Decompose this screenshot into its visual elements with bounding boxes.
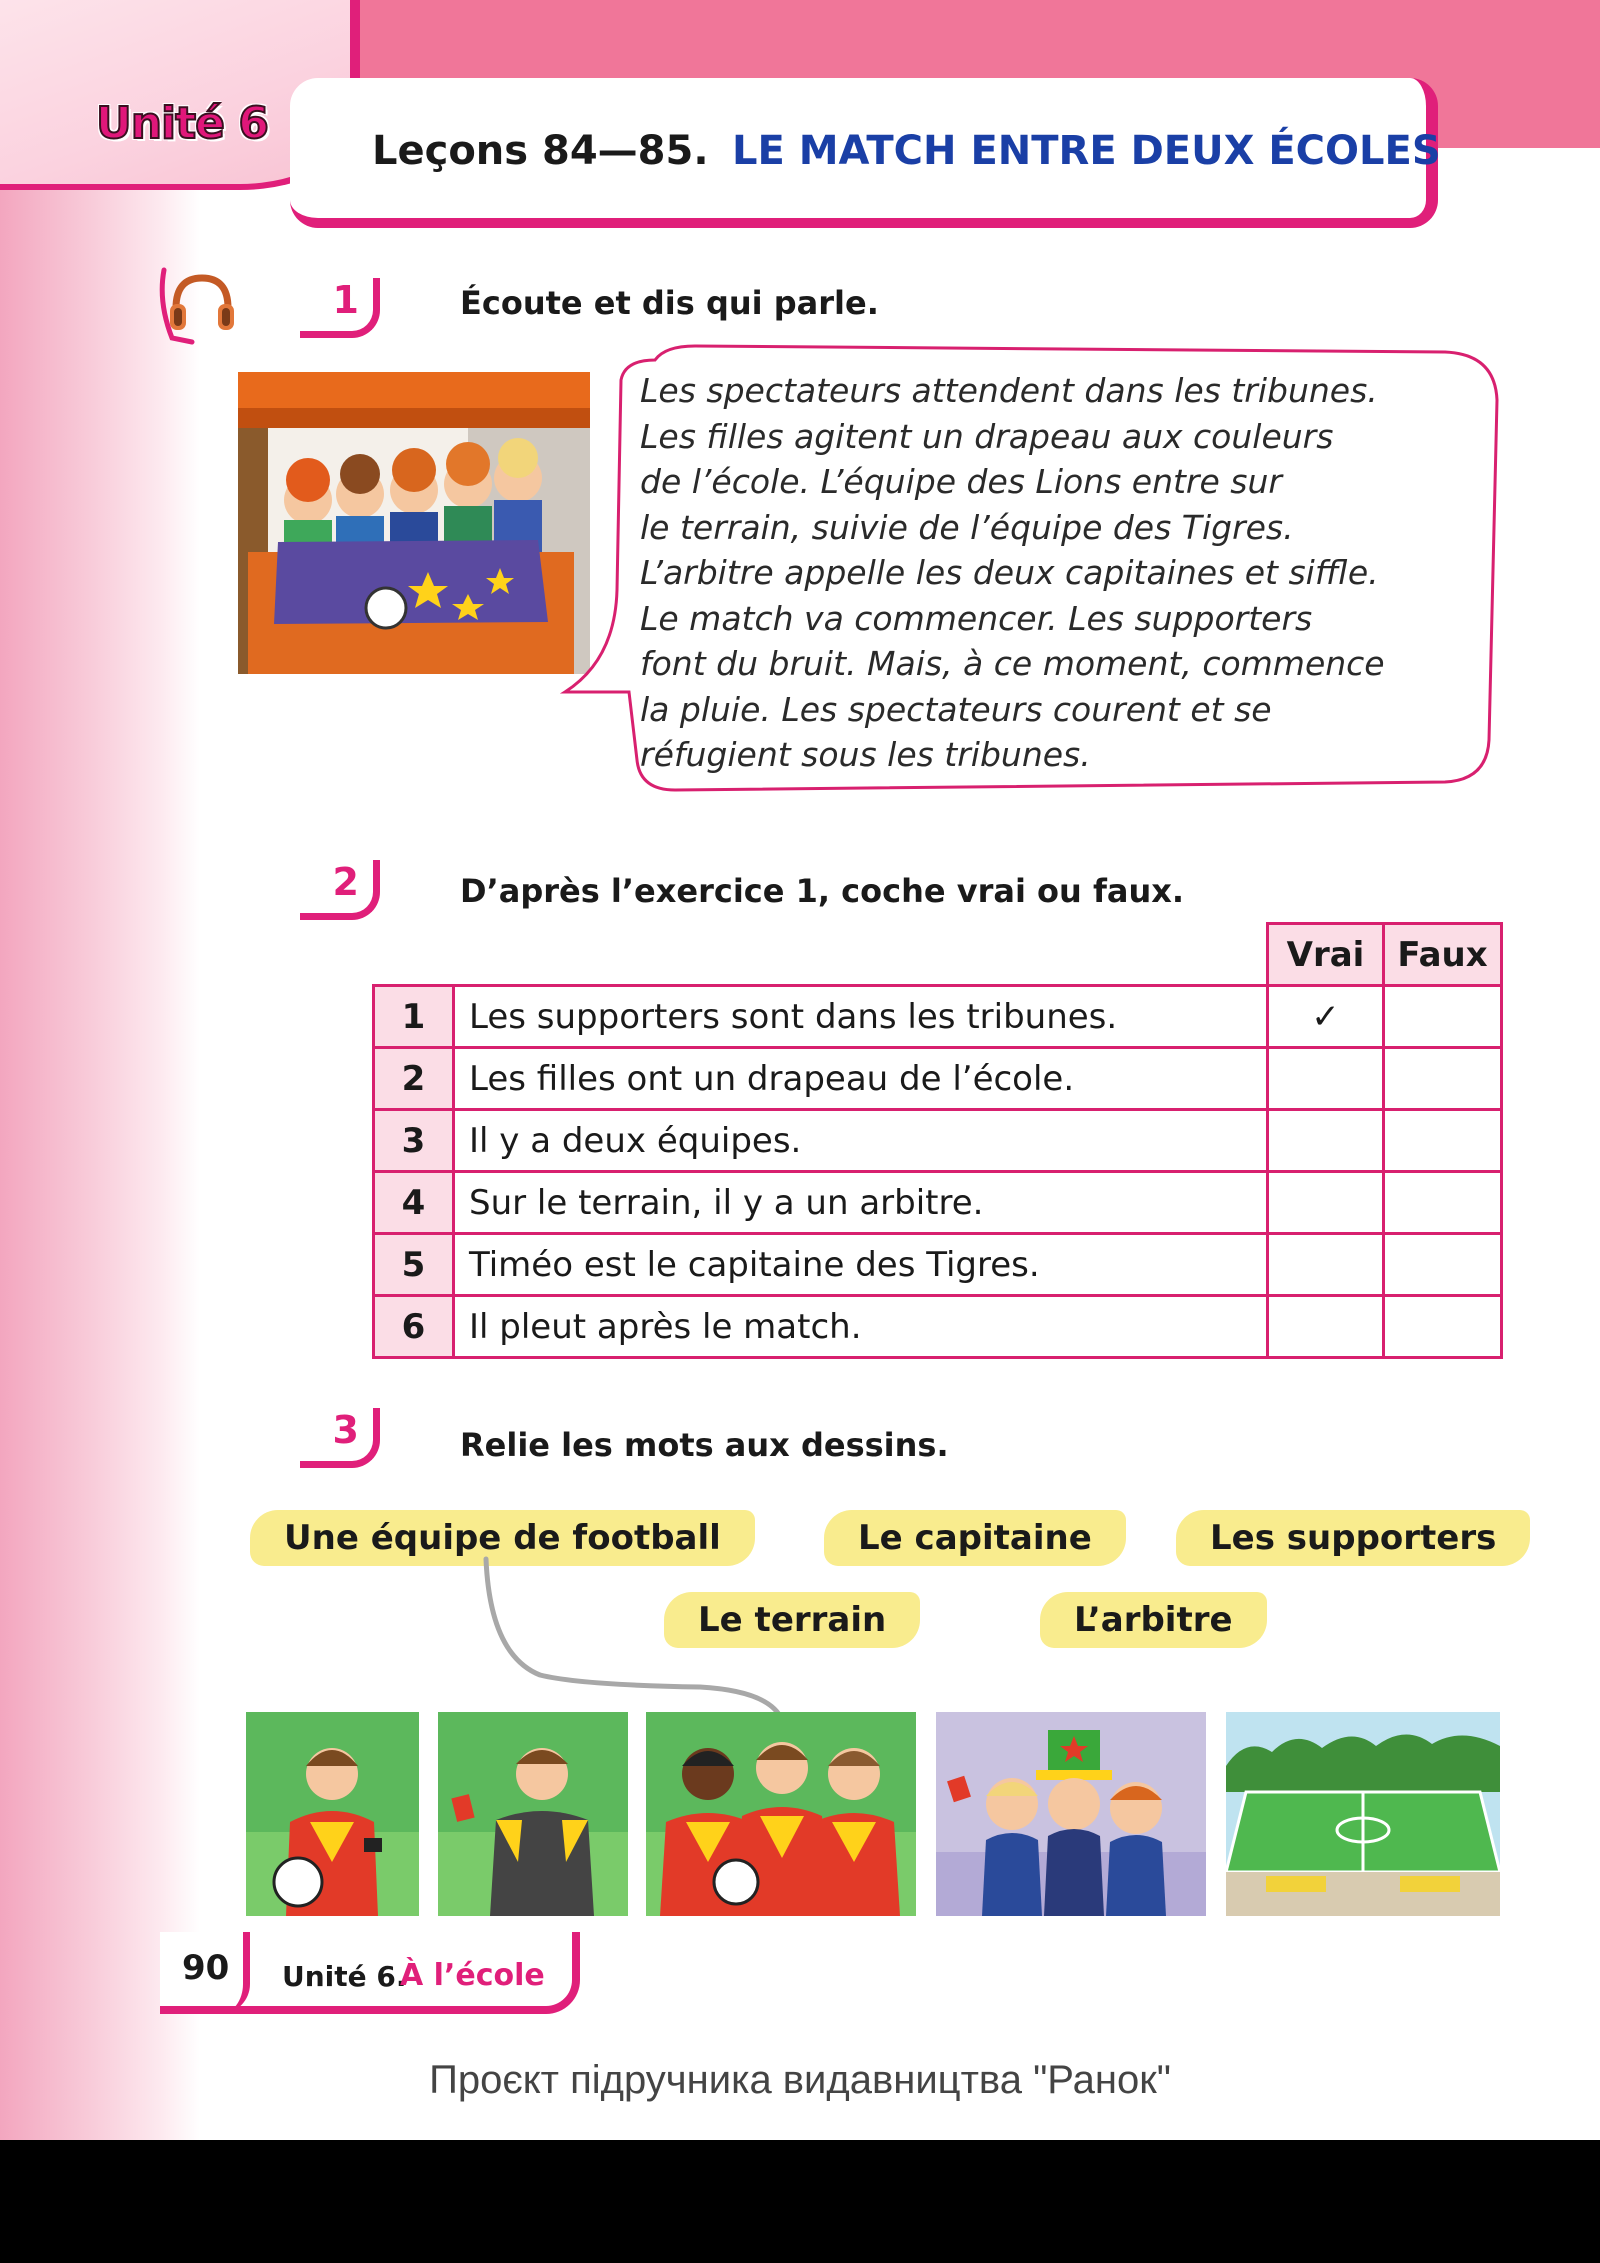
faux-checkbox-cell[interactable] (1384, 1110, 1502, 1172)
exercise-3-number: 3 (300, 1408, 380, 1468)
word-referee[interactable]: L’arbitre (1040, 1592, 1267, 1648)
row-statement: Timéo est le capitaine des Tigres. (454, 1234, 1268, 1296)
footer-unit: Unité 6. (282, 1960, 407, 1993)
vrai-checkbox-cell[interactable] (1268, 1234, 1384, 1296)
exercise-2-number: 2 (300, 860, 380, 920)
row-number: 1 (374, 986, 454, 1048)
exercise-2-instruction: D’après l’exercice 1, coche vrai ou faux. (460, 872, 1185, 910)
publisher-watermark: Проєкт підручника видавництва "Ранок" (429, 2058, 1171, 2102)
row-number: 5 (374, 1234, 454, 1296)
referee-picture[interactable] (438, 1712, 628, 1916)
word-supporters[interactable]: Les supporters (1176, 1510, 1530, 1566)
pitch-picture[interactable] (1226, 1712, 1500, 1916)
row-statement: Les filles ont un drapeau de l’école. (454, 1048, 1268, 1110)
page-number: 90 (182, 1948, 230, 1988)
row-statement: Sur le terrain, il y a un arbitre. (454, 1172, 1268, 1234)
word-captain[interactable]: Le capitaine (824, 1510, 1126, 1566)
faux-checkbox-cell[interactable] (1384, 1234, 1502, 1296)
faux-checkbox-cell[interactable] (1384, 1048, 1502, 1110)
captain-picture[interactable] (246, 1712, 419, 1916)
true-false-table (372, 922, 1503, 1359)
exercise-1-instruction: Écoute et dis qui parle. (460, 284, 879, 322)
vrai-checkbox-cell[interactable] (1268, 1172, 1384, 1234)
story-line: L’arbitre appelle les deux capitaines et siffle. (640, 553, 1379, 592)
exercise-3-instruction: Relie les mots aux dessins. (460, 1426, 949, 1464)
faux-checkbox-cell[interactable] (1384, 1296, 1502, 1358)
row-number: 4 (374, 1172, 454, 1234)
vrai-checkbox-cell[interactable] (1268, 1048, 1384, 1110)
faux-checkbox-cell[interactable] (1384, 1172, 1502, 1234)
table-row (374, 1048, 1502, 1110)
table-header-row (374, 924, 1502, 986)
row-number: 2 (374, 1048, 454, 1110)
spectator-stand-illustration (238, 372, 590, 674)
vrai-checkbox-cell[interactable] (1268, 1296, 1384, 1358)
page-title: LE MATCH ENTRE DEUX ÉCOLES (732, 128, 1441, 174)
row-statement: Il y a deux équipes. (454, 1110, 1268, 1172)
vrai-checkbox-cell[interactable] (1268, 1110, 1384, 1172)
column-header-faux: Faux (1384, 924, 1502, 986)
footer-unit-title: À l’école (400, 1958, 545, 1993)
column-header-vrai: Vrai (1268, 924, 1384, 986)
story-line: font du bruit. Mais, à ce moment, commence (640, 644, 1385, 683)
story-line: Les spectateurs attendent dans les tribunes. (640, 371, 1378, 410)
story-line: réfugient sous les tribunes. (640, 735, 1091, 774)
table-row (374, 1110, 1502, 1172)
row-statement: Les supporters sont dans les tribunes. (454, 986, 1268, 1048)
row-number: 6 (374, 1296, 454, 1358)
story-line: le terrain, suivie de l’équipe des Tigres. (640, 507, 1294, 547)
story-line: la pluie. Les spectateurs courent et se (640, 689, 1272, 729)
table-row (374, 1234, 1502, 1296)
story-text (640, 368, 1490, 778)
exercise-1-number: 1 (300, 278, 380, 338)
lesson-numbers: Leçons 84—85. (372, 128, 709, 174)
headphones-icon (158, 262, 238, 346)
vrai-checkbox-cell[interactable]: ✓ (1268, 986, 1384, 1048)
table-row (374, 986, 1502, 1048)
story-line: Les filles agitent un drapeau aux couleurs (640, 416, 1334, 456)
story-line: Le match va commencer. Les supporters (640, 598, 1313, 638)
header-spacer (374, 924, 454, 986)
faux-checkbox-cell[interactable] (1384, 986, 1502, 1048)
team-picture[interactable] (646, 1712, 916, 1916)
word-pitch[interactable]: Le terrain (664, 1592, 920, 1648)
supporters-picture[interactable] (936, 1712, 1206, 1916)
row-statement: Il pleut après le match. (454, 1296, 1268, 1358)
row-number: 3 (374, 1110, 454, 1172)
matching-line (470, 1555, 810, 1725)
story-line: de l’école. L’équipe des Lions entre sur (640, 462, 1282, 501)
word-team[interactable]: Une équipe de football (250, 1510, 755, 1566)
table-row (374, 1172, 1502, 1234)
table-row (374, 1296, 1502, 1358)
unit-label: Unité 6 (96, 98, 268, 149)
header-spacer (454, 924, 1268, 986)
